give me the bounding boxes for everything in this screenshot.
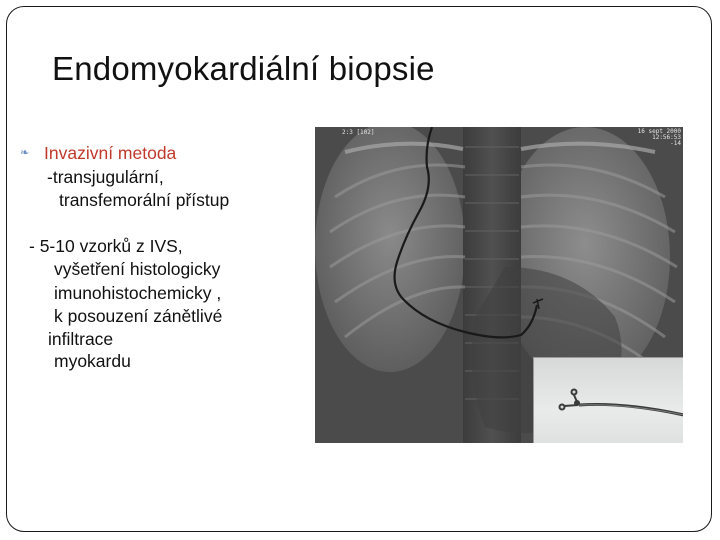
slide-title: Endomyokardiální biopsie [52, 50, 435, 87]
samples-line-2: vyšetření histologicky [54, 259, 221, 279]
fluoroscopy-image [315, 127, 683, 443]
image-label-right-3: -14 [670, 140, 681, 147]
samples-line-6: myokardu [54, 350, 131, 371]
bioptome-tip-drawing [534, 358, 683, 443]
approach-line-1: -transjugulární, [47, 166, 164, 187]
image-label-right-1: 16 sept 2000 [637, 128, 681, 135]
image-label-right-2: 12:56:53 [652, 134, 681, 141]
slide-body [20, 142, 229, 373]
image-label-left: 2:3 [102] [342, 129, 375, 136]
samples-line-5: infiltrace [48, 328, 114, 349]
samples-line-1: - 5-10 vzorků z IVS, [29, 235, 183, 256]
samples-line-4: k posouzení zánětlivé [54, 306, 223, 326]
bullet-swoosh-icon: ❧ [20, 147, 30, 159]
samples-line-3: imunohistochemicky , [54, 282, 222, 303]
approach-line-2: transfemorální přístup [59, 190, 230, 210]
bioptome-tip-photo [533, 357, 683, 443]
bullet-invasive-method [20, 142, 229, 166]
bullet-label: Invazivní metoda [44, 143, 177, 163]
